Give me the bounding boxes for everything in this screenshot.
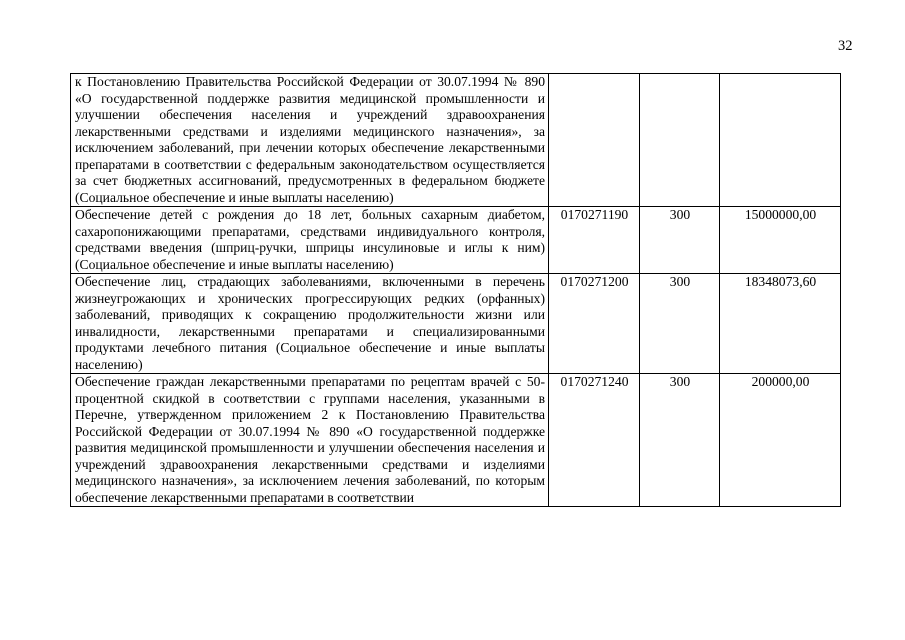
budget-table <box>70 73 841 507</box>
row-amount: 200000,00 <box>720 374 841 507</box>
table-row <box>71 207 841 274</box>
table-row <box>71 374 841 507</box>
row-description: к Постановлению Правительства Российской Федерации от 30.07.1994 № 890 «О государственной поддержке развития медицинской промышленности и улучшении обеспечения населения и учреждений здравоохранения лекарственными средствами и изделиями медицинского назначения», за исключением заболеваний, при лечении которых обеспечение лекарственными препаратами в соответствии с федеральным законодательством осуществляется за счет бюджетных ассигнований, предусмотренных в федеральном бюджете (Социальное обеспечение и иные выплаты населению) <box>71 74 549 207</box>
row-expense-type: 300 <box>640 374 720 507</box>
row-description: Обеспечение граждан лекарственными препаратами по рецептам врачей с 50-процентной скидкой в соответствии с группами населения, указанными в Перечне, утвержденном приложением 2 к Постановлению Правительства Российской Федерации от 30.07.1994 № 890 «О государственной поддержке развития медицинской промышленности и улучшении обеспечения населения и учреждений здравоохранения лекарственными средствами и изделиями медицинского назначения», за исключением лечения заболеваний, по которым обеспечение лекарственными препаратами в соответствии <box>71 374 549 507</box>
row-description: Обеспечение детей с рождения до 18 лет, больных сахарным диабетом, сахаропонижающими препаратами, средствами индивидуального контроля, средствами введения (шприц-ручки, шприцы инсулиновые и иглы к ним) (Социальное обеспечение и иные выплаты населению) <box>71 207 549 274</box>
table-row <box>71 74 841 207</box>
row-target-code <box>549 74 640 207</box>
page-number: 32 <box>838 38 853 54</box>
row-expense-type <box>640 74 720 207</box>
table-row <box>71 274 841 374</box>
row-expense-type: 300 <box>640 207 720 274</box>
row-target-code: 0170271240 <box>549 374 640 507</box>
row-amount: 15000000,00 <box>720 207 841 274</box>
row-expense-type: 300 <box>640 274 720 374</box>
row-target-code: 0170271200 <box>549 274 640 374</box>
row-target-code: 0170271190 <box>549 207 640 274</box>
row-amount <box>720 74 841 207</box>
row-amount: 18348073,60 <box>720 274 841 374</box>
row-description: Обеспечение лиц, страдающих заболеваниями, включенными в перечень жизнеугрожающих и хронических прогрессирующих редких (орфанных) заболеваний, приводящих к сокращению продолжительности жизни или инвалидности, лекарственными препаратами и специализированными продуктами лечебного питания (Социальное обеспечение и иные выплаты населению) <box>71 274 549 374</box>
